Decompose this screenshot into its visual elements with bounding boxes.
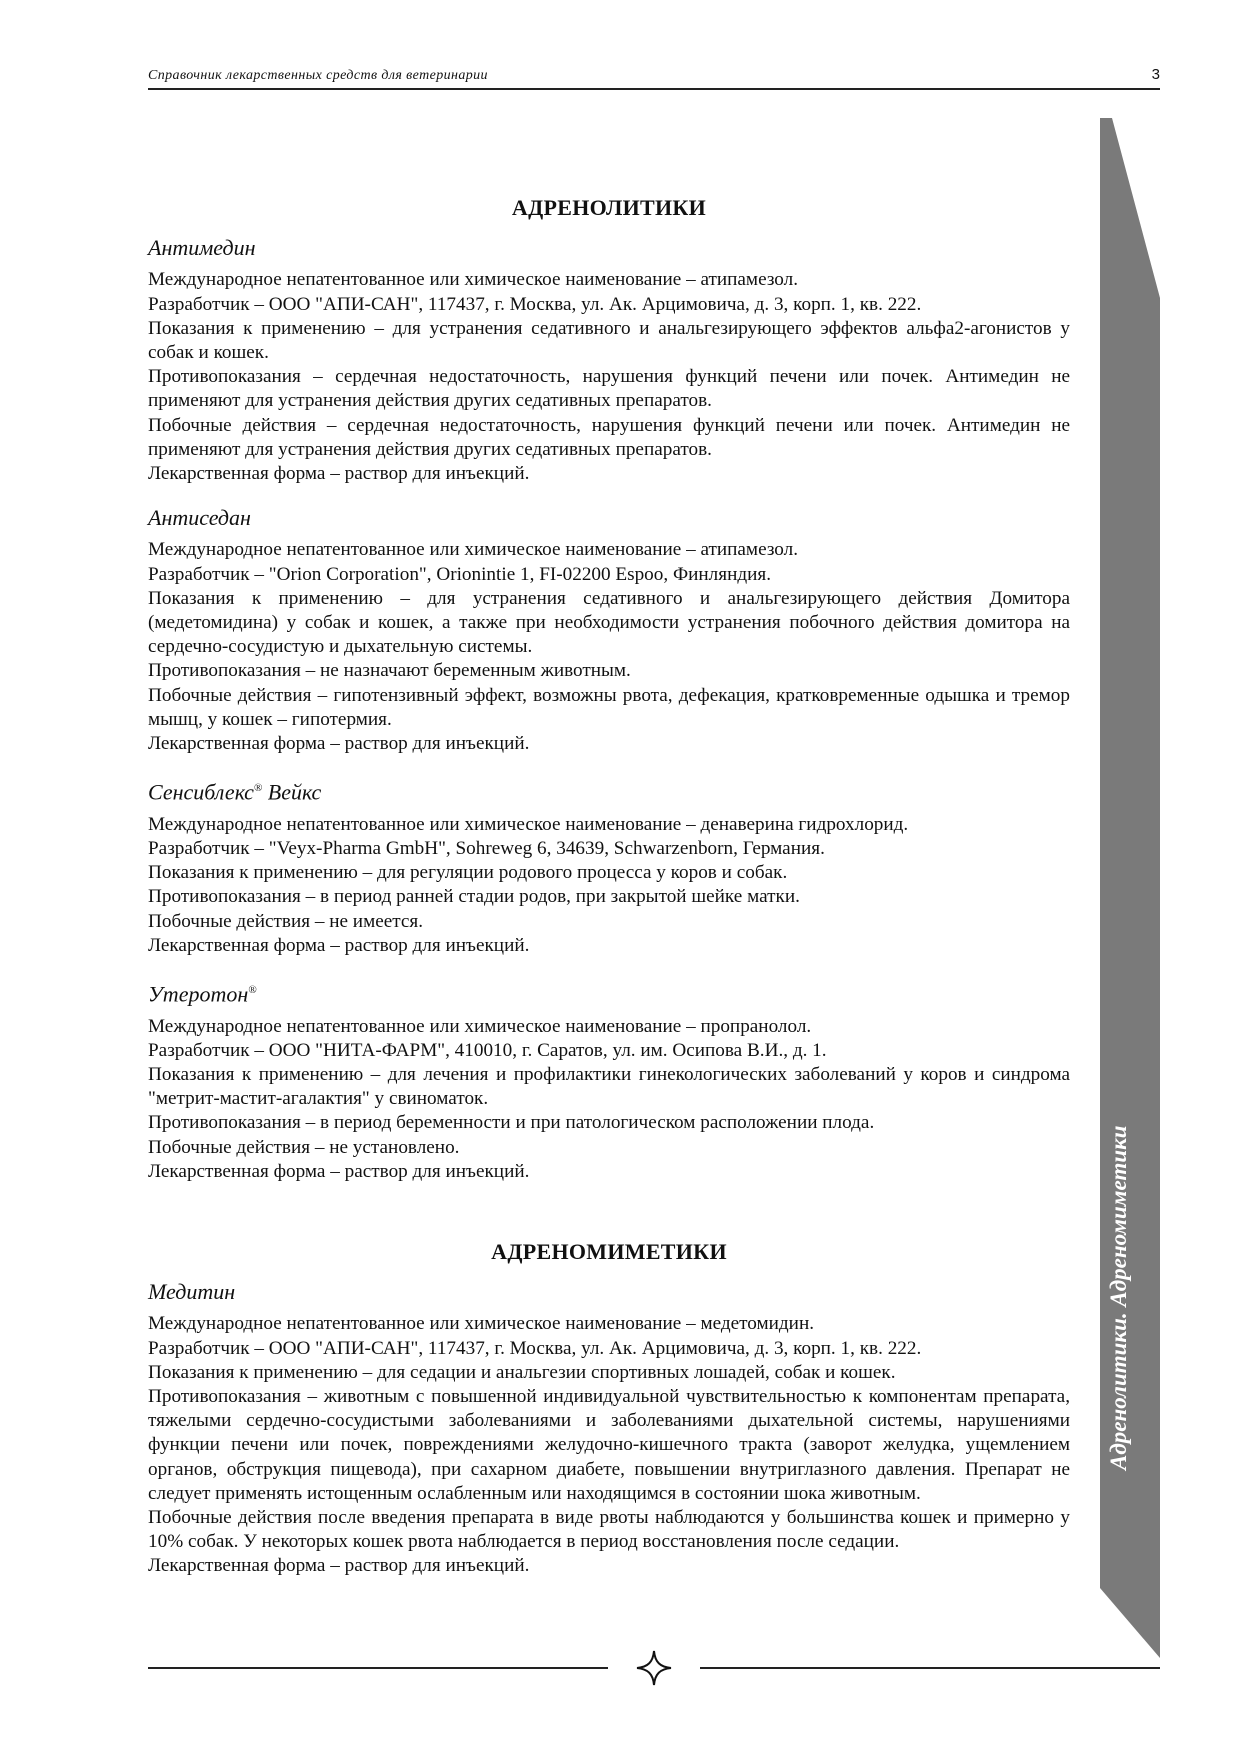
drug-indications: Показания к применению – для лечения и профилактики гинекологических заболеваний у коров и синдрома "метрит-мастит-агалактия" у свиноматок. bbox=[148, 1063, 1070, 1110]
drug-indications: Показания к применению – для устранения седативного и анальгезирующего действия Домитора (медетомидина) у собак и кошек, а также при необходимости устранения побочного действия домитора на сердечно-сосудистую и дыхательную системы. bbox=[148, 587, 1070, 658]
drug-name bbox=[148, 236, 1070, 260]
section-title: АДРЕНОМИМЕТИКИ bbox=[491, 1238, 727, 1264]
drug-side-effects: Побочные действия – гипотензивный эффект, возможны рвота, дефекация, кратковременные одышка и тремор мышц, у кошек – гипотермия. bbox=[148, 684, 1070, 730]
drug-form: Лекарственная форма – раствор для инъекций. bbox=[148, 1555, 530, 1577]
drug-contraindications: Противопоказания – не назначают беременным животным. bbox=[148, 660, 631, 682]
running-header-title: Справочник лекарственных средств для ветеринарии bbox=[148, 68, 488, 83]
drug-side-effects: Побочные действия – не установлено. bbox=[148, 1136, 460, 1158]
drug-inn: Международное непатентованное или химическое наименование – атипамезол. bbox=[148, 269, 798, 291]
drug-name-text: Антимедин bbox=[148, 235, 256, 261]
page-footer bbox=[148, 1650, 1160, 1686]
footer-rule-left bbox=[148, 1667, 608, 1669]
running-header bbox=[148, 66, 1160, 90]
drug-name bbox=[148, 506, 1070, 530]
drug-contraindications: Противопоказания – в период ранней стадии родов, при закрытой шейке матки. bbox=[148, 886, 800, 908]
drug-form: Лекарственная форма – раствор для инъекций. bbox=[148, 934, 530, 956]
page-number: 3 bbox=[1151, 66, 1160, 83]
drug-developer: Разработчик – ООО "АПИ-САН", 117437, г. Москва, ул. Ак. Арцимовича, д. 3, корп. 1, кв. 222. bbox=[148, 293, 922, 315]
drug-inn: Международное непатентованное или химическое наименование – атипамезол. bbox=[148, 539, 798, 561]
drug-entry bbox=[148, 978, 1070, 1184]
drug-inn: Международное непатентованное или химическое наименование – денаверина гидрохлорид. bbox=[148, 813, 909, 835]
drug-entry bbox=[148, 1280, 1070, 1578]
drug-indications: Показания к применению – для регуляции родового процесса у коров и собак. bbox=[148, 862, 788, 884]
section-title: АДРЕНОЛИТИКИ bbox=[511, 195, 707, 220]
drug-developer: Разработчик – "Orion Corporation", Orionintie 1, FI-02200 Espoo, Финляндия. bbox=[148, 563, 771, 585]
drug-developer: Разработчик – "Veyx-Pharma GmbH", Sohreweg 6, 34639, Schwarzenborn, Германия. bbox=[148, 838, 825, 859]
drug-form: Лекарственная форма – раствор для инъекций. bbox=[148, 1160, 530, 1182]
drug-contraindications: Противопоказания – животным с повышенной индивидуальной чувствительностью к компонентам препарата, тяжелыми сердечно-сосудистыми заболеваниями и заболеваниями дыхательной системы, нарушениями функции печени или почек, повреждениями желудочно-кишечного тракта (заворот желудка, ущемлением органов, обструкция пищевода), при сахарном диабете, повышении внутриглазного давления. Препарат не следует применять истощенным ослабленным или находящимся в состоянии шока животным. bbox=[148, 1385, 1070, 1504]
drug-developer: Разработчик – ООО "НИТА-ФАРМ", 410010, г. Саратов, ул. им. Осипова В.И., д. 1. bbox=[148, 1039, 827, 1061]
drug-name-text: Антиседан bbox=[148, 505, 251, 531]
drug-entry bbox=[148, 776, 1070, 958]
registered-mark: ® bbox=[253, 782, 263, 795]
drug-side-effects: Побочные действия – не имеется. bbox=[148, 910, 424, 932]
drug-name bbox=[148, 978, 1070, 1007]
drug-name-suffix: Вейкс bbox=[262, 779, 322, 805]
drug-form: Лекарственная форма – раствор для инъекций. bbox=[148, 463, 530, 485]
drug-side-effects: Побочные действия после введения препарата в виде рвоты наблюдаются у большинства кошек и примерно у 10% собак. У некоторых кошек рвота наблюдается в период восстановления после седации. bbox=[148, 1507, 1070, 1553]
side-tab-label: Адренолитики. Адреномиметики bbox=[1106, 1125, 1131, 1470]
drug-name-text: Утеротон bbox=[148, 981, 249, 1007]
drug-name bbox=[148, 776, 1070, 805]
drug-inn: Международное непатентованное или химическое наименование – медетомидин. bbox=[148, 1313, 815, 1335]
main-content bbox=[148, 196, 1070, 1599]
drug-form: Лекарственная форма – раствор для инъекций. bbox=[148, 733, 530, 755]
footer-rule-right bbox=[700, 1667, 1160, 1669]
drug-contraindications: Противопоказания – в период беременности и при патологическом расположении плода. bbox=[148, 1112, 875, 1134]
four-point-star-icon bbox=[636, 1650, 672, 1686]
drug-name-text: Сенсиблекс bbox=[148, 779, 254, 805]
drug-indications: Показания к применению – для седации и анальгезии спортивных лошадей, собак и кошек. bbox=[148, 1361, 896, 1383]
drug-entry bbox=[148, 236, 1070, 486]
drug-contraindications: Противопоказания – сердечная недостаточность, нарушения функций печени или почек. Антимедин не применяют для устранения действия других седативных препаратов. bbox=[148, 366, 1070, 412]
drug-inn: Международное непатентованное или химическое наименование – пропранолол. bbox=[148, 1015, 812, 1037]
drug-developer: Разработчик – ООО "АПИ-САН", 117437, г. Москва, ул. Ак. Арцимовича, д. 3, корп. 1, кв. 222. bbox=[148, 1337, 922, 1359]
drug-side-effects: Побочные действия – сердечная недостаточность, нарушения функций печени или почек. Антимедин не применяют для устранения действия других седативных препаратов. bbox=[148, 414, 1070, 460]
drug-name-text: Медитин bbox=[148, 1279, 236, 1305]
section-spacer bbox=[148, 1204, 1070, 1240]
drug-name bbox=[148, 1280, 1070, 1304]
drug-entry bbox=[148, 506, 1070, 756]
drug-indications: Показания к применению – для устранения седативного и анальгезирующего эффектов альфа2-агонистов у собак и кошек. bbox=[148, 317, 1070, 364]
registered-mark: ® bbox=[248, 984, 257, 997]
